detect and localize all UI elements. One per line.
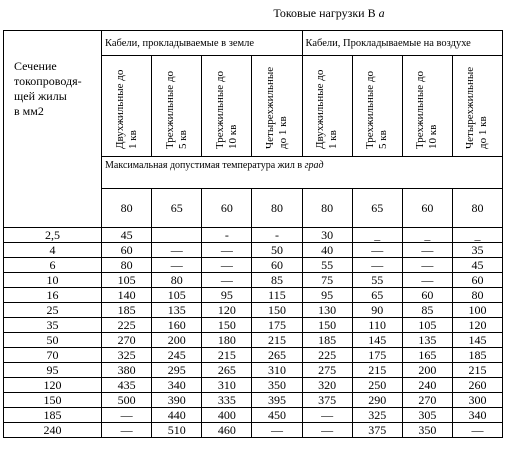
col-header-text: Четырехжильные до 1 кв xyxy=(263,66,289,149)
value-cell: 80 xyxy=(152,273,202,288)
value-cell: 110 xyxy=(352,318,402,333)
value-cell: 350 xyxy=(252,378,302,393)
value-cell: — xyxy=(452,423,502,438)
temp-note-row xyxy=(4,157,503,189)
section-cell: 120 xyxy=(4,378,102,393)
value-cell: 45 xyxy=(102,228,152,243)
value-cell: 135 xyxy=(402,333,452,348)
value-cell: 105 xyxy=(102,273,152,288)
temp-row xyxy=(4,189,503,228)
temp-cell: 80 xyxy=(102,189,152,228)
value-cell: _ xyxy=(352,228,402,243)
table-row xyxy=(4,423,503,438)
value-cell: 150 xyxy=(202,318,252,333)
value-cell: — xyxy=(152,258,202,273)
value-cell: 150 xyxy=(252,303,302,318)
section-header xyxy=(4,31,102,157)
col-header-text: Трехжильные до 5 кв xyxy=(364,70,390,149)
section-cell: 70 xyxy=(4,348,102,363)
group-air: Кабели, Прокладываемые на воздухе xyxy=(302,31,503,56)
value-cell: — xyxy=(202,273,252,288)
value-cell: — xyxy=(352,258,402,273)
col-header xyxy=(452,56,502,157)
value-cell: 450 xyxy=(252,408,302,423)
value-cell: 130 xyxy=(302,303,352,318)
value-cell: 175 xyxy=(352,348,402,363)
value-cell: 105 xyxy=(402,318,452,333)
value-cell: 30 xyxy=(302,228,352,243)
value-cell: 85 xyxy=(252,273,302,288)
value-cell: 510 xyxy=(152,423,202,438)
col-header-text: Трехжильные до 10 кв xyxy=(213,70,239,149)
value-cell: 120 xyxy=(202,303,252,318)
temp-cell: 80 xyxy=(302,189,352,228)
value-cell: 40 xyxy=(302,243,352,258)
value-cell: 335 xyxy=(202,393,252,408)
value-cell: 200 xyxy=(402,363,452,378)
value-cell: 275 xyxy=(302,363,352,378)
section-cell: 6 xyxy=(4,258,102,273)
value-cell: 175 xyxy=(252,318,302,333)
col-header xyxy=(402,56,452,157)
value-cell: 310 xyxy=(202,378,252,393)
value-cell: 270 xyxy=(102,333,152,348)
table-row xyxy=(4,363,503,378)
value-cell: 145 xyxy=(452,333,502,348)
value-cell: 185 xyxy=(302,333,352,348)
value-cell: 185 xyxy=(102,303,152,318)
value-cell: 160 xyxy=(152,318,202,333)
value-cell: 145 xyxy=(352,333,402,348)
value-cell: 35 xyxy=(452,243,502,258)
value-cell: 150 xyxy=(302,318,352,333)
value-cell: 310 xyxy=(252,363,302,378)
value-cell: — xyxy=(302,408,352,423)
value-cell: 80 xyxy=(452,288,502,303)
value-cell: 140 xyxy=(102,288,152,303)
value-cell: — xyxy=(402,243,452,258)
value-cell: 55 xyxy=(352,273,402,288)
col-header xyxy=(302,56,352,157)
value-cell: 460 xyxy=(202,423,252,438)
value-cell: 85 xyxy=(402,303,452,318)
col-header-text: Трехжильные до 5 кв xyxy=(163,70,189,149)
value-cell: — xyxy=(252,423,302,438)
value-cell: 380 xyxy=(102,363,152,378)
value-cell: 290 xyxy=(352,393,402,408)
col-header-text: Двухжильные до 1 кв xyxy=(314,69,340,149)
current-load-table xyxy=(3,30,503,438)
table-row xyxy=(4,378,503,393)
value-cell: 270 xyxy=(402,393,452,408)
table-row xyxy=(4,258,503,273)
value-cell: 215 xyxy=(452,363,502,378)
temp-cell: 80 xyxy=(252,189,302,228)
value-cell: 120 xyxy=(452,318,502,333)
value-cell: 75 xyxy=(302,273,352,288)
value-cell: 250 xyxy=(352,378,402,393)
col-header-text: Двухжильные до 1 кв xyxy=(113,69,139,149)
value-cell xyxy=(152,228,202,243)
table-title xyxy=(0,6,508,21)
col-header-text: Трехжильные до 10 кв xyxy=(414,70,440,149)
value-cell: 225 xyxy=(302,348,352,363)
value-cell: _ xyxy=(452,228,502,243)
table-title-unit: а xyxy=(378,6,385,20)
section-cell: 185 xyxy=(4,408,102,423)
value-cell: 95 xyxy=(302,288,352,303)
value-cell: 395 xyxy=(252,393,302,408)
value-cell: 185 xyxy=(452,348,502,363)
temp-note-text: Максимальная допустимая температура жил в xyxy=(105,160,305,171)
section-cell: 25 xyxy=(4,303,102,318)
section-cell: 50 xyxy=(4,333,102,348)
temp-note-unit: град xyxy=(304,160,324,171)
section-cell: 95 xyxy=(4,363,102,378)
group-ground: Кабели, прокладываемые в земле xyxy=(102,31,303,56)
section-cell: 240 xyxy=(4,423,102,438)
value-cell: 245 xyxy=(152,348,202,363)
col-header xyxy=(102,56,152,157)
temp-cell: 65 xyxy=(352,189,402,228)
value-cell: 100 xyxy=(452,303,502,318)
blank-cell xyxy=(4,189,102,228)
value-cell: 105 xyxy=(152,288,202,303)
table-row xyxy=(4,408,503,423)
temp-cell: 80 xyxy=(452,189,502,228)
value-cell: 135 xyxy=(152,303,202,318)
value-cell: — xyxy=(102,408,152,423)
value-cell: — xyxy=(352,243,402,258)
section-cell: 16 xyxy=(4,288,102,303)
value-cell: 265 xyxy=(252,348,302,363)
value-cell: 375 xyxy=(302,393,352,408)
value-cell: — xyxy=(102,423,152,438)
section-cell: 10 xyxy=(4,273,102,288)
value-cell: 50 xyxy=(252,243,302,258)
value-cell: 240 xyxy=(402,378,452,393)
value-cell: — xyxy=(302,423,352,438)
value-cell: 400 xyxy=(202,408,252,423)
section-label-line: токопроводя- xyxy=(14,74,82,88)
value-cell: 390 xyxy=(152,393,202,408)
value-cell: 440 xyxy=(152,408,202,423)
value-cell: 435 xyxy=(102,378,152,393)
value-cell: 500 xyxy=(102,393,152,408)
value-cell: 215 xyxy=(352,363,402,378)
col-header xyxy=(352,56,402,157)
value-cell: — xyxy=(202,243,252,258)
value-cell: 260 xyxy=(452,378,502,393)
value-cell: 215 xyxy=(252,333,302,348)
value-cell: 60 xyxy=(402,288,452,303)
value-cell: 320 xyxy=(302,378,352,393)
value-cell: _ xyxy=(402,228,452,243)
col-header xyxy=(252,56,302,157)
value-cell: 60 xyxy=(102,243,152,258)
section-label-line: Сечение xyxy=(14,59,57,73)
value-cell: 265 xyxy=(202,363,252,378)
value-cell: 45 xyxy=(452,258,502,273)
table-row xyxy=(4,243,503,258)
value-cell: - xyxy=(202,228,252,243)
section-label-line: в мм2 xyxy=(14,104,44,118)
value-cell: 375 xyxy=(352,423,402,438)
section-cell: 2,5 xyxy=(4,228,102,243)
section-cell: 35 xyxy=(4,318,102,333)
value-cell: 165 xyxy=(402,348,452,363)
value-cell: 340 xyxy=(152,378,202,393)
temp-cell: 60 xyxy=(402,189,452,228)
table-row xyxy=(4,273,503,288)
value-cell: 300 xyxy=(452,393,502,408)
group-header-row xyxy=(4,31,503,56)
table-row xyxy=(4,318,503,333)
value-cell: 80 xyxy=(102,258,152,273)
value-cell: — xyxy=(402,258,452,273)
table-row xyxy=(4,288,503,303)
temp-cell: 65 xyxy=(152,189,202,228)
value-cell: 65 xyxy=(352,288,402,303)
value-cell: 115 xyxy=(252,288,302,303)
value-cell: 215 xyxy=(202,348,252,363)
value-cell: 200 xyxy=(152,333,202,348)
value-cell: 55 xyxy=(302,258,352,273)
section-cell: 150 xyxy=(4,393,102,408)
table-row xyxy=(4,333,503,348)
value-cell: 325 xyxy=(352,408,402,423)
value-cell: — xyxy=(402,273,452,288)
table-title-text: Токовые нагрузки В xyxy=(273,6,379,20)
value-cell: 350 xyxy=(402,423,452,438)
table-row xyxy=(4,303,503,318)
table-row xyxy=(4,228,503,243)
value-cell: 325 xyxy=(102,348,152,363)
temp-cell: 60 xyxy=(202,189,252,228)
col-header-text: Четырехжильные до 1 кв xyxy=(464,66,490,149)
table-row xyxy=(4,393,503,408)
col-header xyxy=(152,56,202,157)
value-cell: 305 xyxy=(402,408,452,423)
section-cell: 4 xyxy=(4,243,102,258)
value-cell: 225 xyxy=(102,318,152,333)
value-cell: 180 xyxy=(202,333,252,348)
table-row xyxy=(4,348,503,363)
value-cell: - xyxy=(252,228,302,243)
value-cell: 60 xyxy=(452,273,502,288)
value-cell: 95 xyxy=(202,288,252,303)
value-cell: 340 xyxy=(452,408,502,423)
value-cell: 90 xyxy=(352,303,402,318)
value-cell: 295 xyxy=(152,363,202,378)
blank-cell xyxy=(4,157,102,189)
value-cell: 60 xyxy=(252,258,302,273)
col-header xyxy=(202,56,252,157)
section-label-line: щей жилы xyxy=(14,89,67,103)
value-cell: — xyxy=(202,258,252,273)
value-cell: — xyxy=(152,243,202,258)
temp-note xyxy=(102,157,503,189)
